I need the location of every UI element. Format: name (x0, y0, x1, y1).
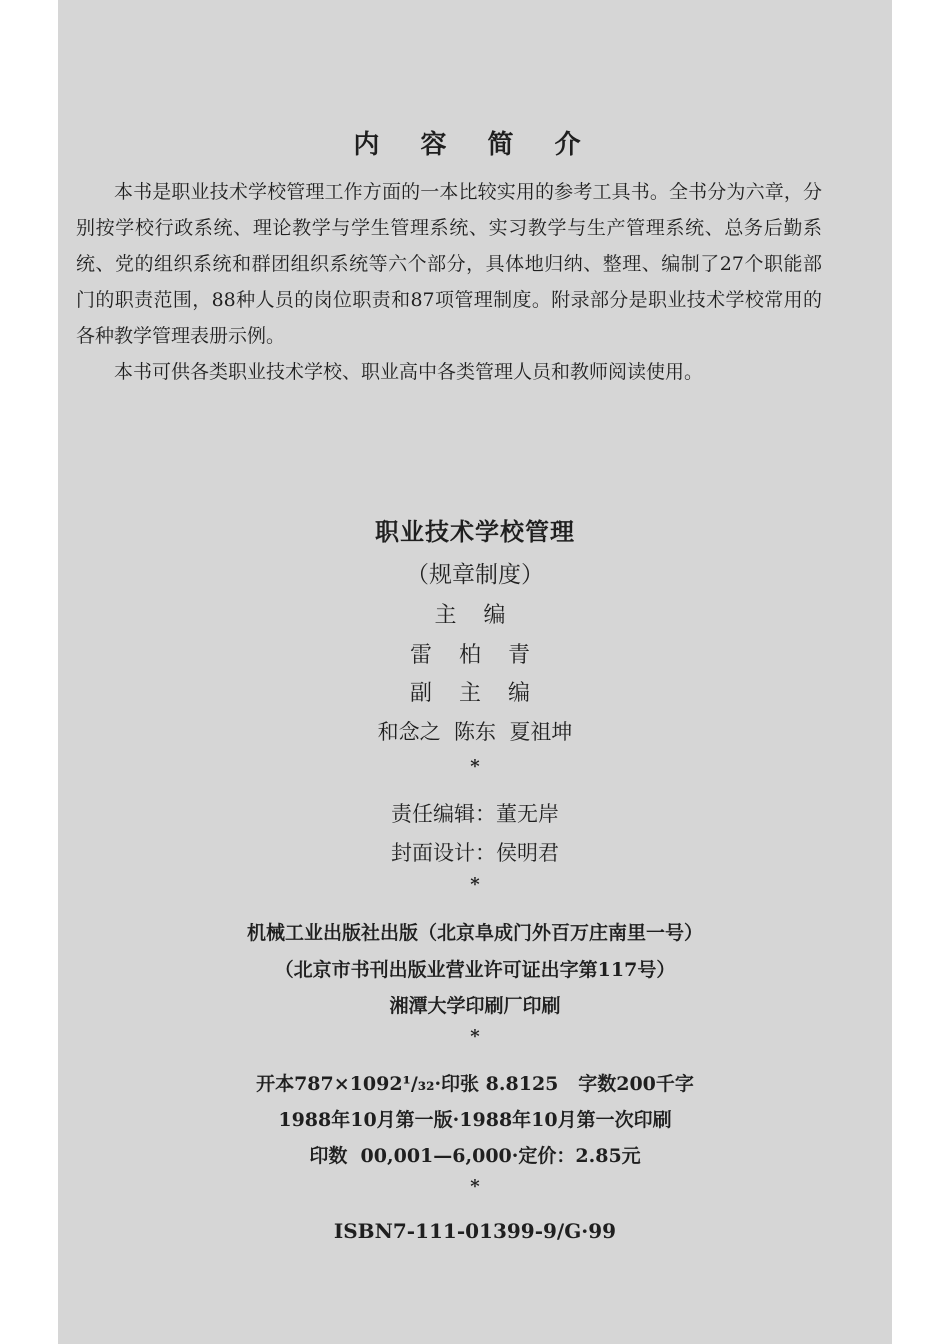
edition-line: 1988年10月第一版·1988年10月第一次印刷 (278, 1109, 672, 1131)
printer-line: 湘潭大学印刷厂印刷 (389, 995, 561, 1017)
intro-paragraph-1: 本书是职业技术学校管理工作方面的一本比较实用的参考工具书。全书分为六章，分别按学校行政系统、理论教学与学生管理系统、实习教学与生产管理系统、总务后勤系统、党的组织系统和群团组织系统等六个部分，具体地归纳、整理、编制了27个职能部门的职责范围，88种人员的岗位职责和87项管理制度。附录部分是职业技术学校常用的各种教学管理表册示例。 (76, 181, 822, 347)
separator-mark: * (470, 1026, 480, 1047)
book-title: 职业技术学校管理 (375, 517, 575, 546)
intro-body (76, 174, 822, 390)
isbn-line: ISBN7-111-01399-9/G·99 (333, 1219, 617, 1243)
print-run-price-line: 印数 00,001—6,000·定价：2.85元 (309, 1145, 641, 1167)
responsible-editor: 责任编辑：董无岸 (391, 802, 559, 826)
chief-editor-name: 雷 柏 青 (410, 643, 540, 668)
deputy-editor-names: 和念之 陈东 夏祖坤 (377, 720, 573, 744)
publisher-line: 机械工业出版社出版（北京阜成门外百万庄南里一号） (246, 922, 703, 944)
separator-mark: * (470, 756, 480, 777)
deputy-editor-label: 副 主 编 (410, 681, 540, 706)
book-subtitle: （规章制度） (406, 562, 544, 588)
page-margin (892, 0, 950, 1344)
format-line: 开本787×1092¹/₃₂·印张 8.8125 字数200千字 (256, 1073, 694, 1095)
separator-mark: * (470, 874, 480, 895)
license-line: （北京市书刊出版业营业许可证出字第117号） (274, 959, 676, 981)
cover-designer: 封面设计：侯明君 (391, 841, 559, 865)
intro-heading: 内 容 简 介 (353, 130, 597, 160)
separator-mark: * (470, 1176, 480, 1197)
scanned-page (58, 0, 892, 1344)
chief-editor-label: 主 编 (434, 603, 516, 628)
intro-paragraph-2: 本书可供各类职业技术学校、职业高中各类管理人员和教师阅读使用。 (114, 361, 704, 383)
